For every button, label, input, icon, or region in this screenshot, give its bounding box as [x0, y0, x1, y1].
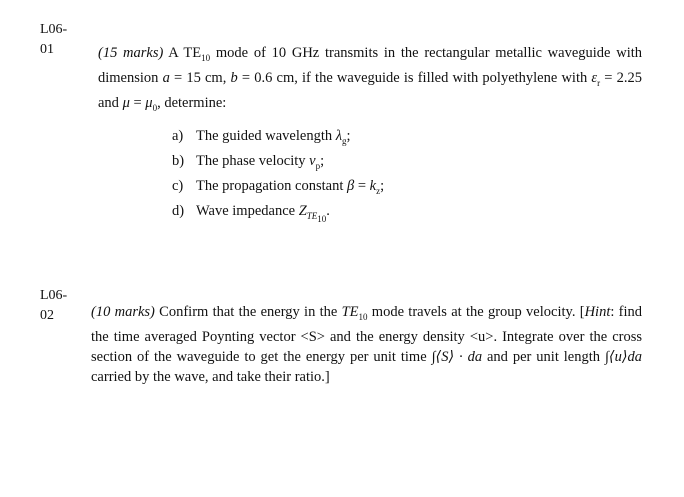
- subquestion-text: The guided wavelength: [196, 128, 336, 144]
- question-id-l06-01: [40, 20, 67, 60]
- subquestion-tail: .: [326, 203, 330, 219]
- q2-text-e: carried by the wave, and take their ratio.]: [91, 368, 330, 385]
- q1-text-a: A TE: [163, 45, 202, 61]
- q1-text-e: and: [98, 94, 123, 111]
- mu0-subscript: 0: [152, 102, 158, 113]
- subquestion-c: [172, 176, 384, 201]
- q2-text-b: mode travels at the group velocity. [: [367, 304, 585, 320]
- marks-label: (10 marks): [91, 304, 155, 320]
- subquestion-a: [172, 126, 384, 151]
- question-id-line1: L06-: [40, 288, 68, 303]
- subquestion-label: c): [172, 178, 184, 194]
- k-subscript: z: [376, 185, 381, 196]
- lambda-subscript: g: [342, 135, 347, 146]
- question-id-line2: 02: [40, 308, 54, 323]
- mu-equals: =: [129, 94, 146, 111]
- q2-text-c: : find the time averaged Poynting vector <S> and the energy density <u>. Integrate over the cross section of the waveguide to get the energy per unit time: [91, 304, 643, 365]
- te-mode: TE: [341, 304, 359, 320]
- poynting-integral: ∫⟨S⟩ · da: [431, 348, 483, 365]
- a-value: = 15 cm: [169, 69, 223, 86]
- subquestion-tail: ;: [320, 153, 325, 169]
- epsilon-symbol: ε: [591, 69, 598, 86]
- q2-text-a: Confirm that the energy in the: [154, 304, 342, 320]
- beta-symbol: β: [347, 178, 355, 194]
- v-subscript: p: [315, 160, 321, 171]
- q2-text-d: and per unit length: [482, 348, 605, 365]
- subquestion-d: [172, 201, 384, 226]
- z-subscript: [306, 210, 327, 224]
- epsilon-subscript: r: [597, 77, 601, 88]
- q1-text-d: , if the waveguide is filled with polyethylene with: [294, 69, 592, 86]
- equals-sign: =: [354, 178, 370, 194]
- k-symbol: k: [369, 178, 377, 194]
- subquestion-label: a): [172, 128, 184, 144]
- epsilon-value: = 2.25: [600, 69, 642, 86]
- subquestion-text: The phase velocity: [196, 153, 310, 169]
- b-value: = 0.6 cm: [237, 69, 295, 86]
- mu0-symbol: μ: [145, 94, 153, 111]
- question-id-line2: 01: [40, 42, 54, 57]
- subquestion-tail: ;: [380, 178, 385, 194]
- te-subscript: 10: [358, 311, 368, 322]
- v-symbol: v: [309, 153, 316, 169]
- marks-label: (15 marks): [98, 45, 164, 61]
- subquestion-label: b): [172, 153, 185, 169]
- question-id-line1: L06-: [40, 22, 68, 37]
- subquestion-tail: ;: [346, 128, 351, 144]
- subquestion-text: Wave impedance: [196, 203, 299, 219]
- subquestion-b: [172, 151, 384, 176]
- q1-text-b: mode of 10 GHz transmits in the rectangular metallic waveguide with dimension: [98, 45, 643, 86]
- q1-text-c: ,: [222, 69, 231, 86]
- lambda-symbol: λ: [335, 128, 342, 144]
- hint-label: Hint: [584, 304, 611, 320]
- subquestion-text: The propagation constant: [196, 178, 347, 194]
- z-sub-te: TE: [306, 210, 318, 221]
- q1-text-f: , determine:: [157, 94, 227, 111]
- energy-integral: ∫⟨u⟩da: [604, 348, 642, 365]
- subquestion-list: [172, 126, 384, 226]
- var-b: b: [230, 69, 238, 86]
- question-id-l06-02: [40, 286, 67, 326]
- z-sub-10: 10: [317, 213, 327, 224]
- z-symbol: Z: [298, 203, 307, 219]
- q1-te-subscript: 10: [201, 52, 211, 63]
- subquestion-label: d): [172, 203, 185, 219]
- var-a: a: [162, 69, 170, 86]
- question-2-text: [91, 302, 642, 387]
- mu-symbol: μ: [122, 94, 130, 111]
- question-1-text: [98, 43, 642, 118]
